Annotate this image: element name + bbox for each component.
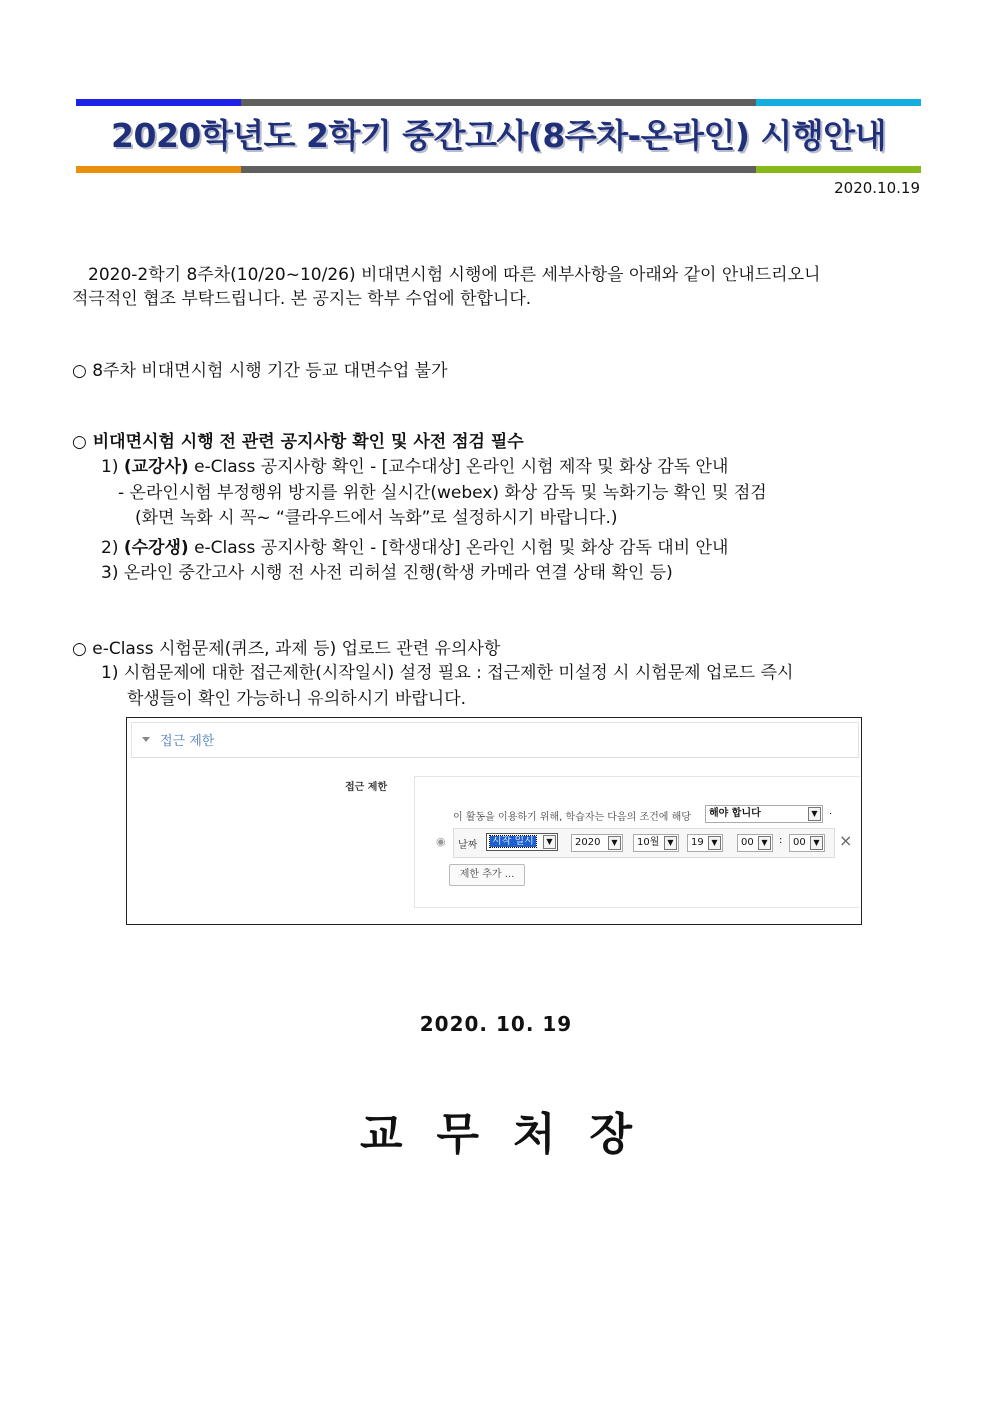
- hour-select[interactable]: [737, 834, 773, 852]
- access-restriction-screenshot: [126, 717, 862, 925]
- section2-item2-number: 2): [101, 538, 119, 558]
- section2-item2-text: e-Class 공지사항 확인 - [학생대상] 온라인 시험 및 화상 감독 대비 안내: [188, 538, 729, 558]
- date-label: 날짜: [458, 840, 478, 851]
- restriction-label: 접근 제한: [345, 782, 388, 793]
- day-select[interactable]: [687, 834, 723, 852]
- chevron-down-icon: ▼: [758, 836, 771, 850]
- year-select[interactable]: [571, 834, 623, 852]
- chevron-down-icon: ▼: [708, 836, 721, 850]
- title-bar-top-cyan: [756, 99, 921, 106]
- title-bar-bottom-gray: [241, 166, 756, 173]
- section2-item1: [101, 455, 728, 480]
- time-colon: :: [779, 835, 783, 846]
- add-restriction-button[interactable]: 제한 추가 ...: [449, 864, 525, 886]
- chevron-down-icon: ▼: [664, 836, 677, 850]
- month-select[interactable]: [633, 834, 679, 852]
- condition-select-value: 해야 합니다: [709, 808, 761, 819]
- section2-item1-text: e-Class 공지사항 확인 - [교수대상] 온라인 시험 제작 및 화상 감독 안내: [188, 457, 729, 477]
- minute-value: 00: [793, 837, 806, 848]
- collapse-triangle-icon: [142, 737, 150, 742]
- chevron-down-icon: ▼: [808, 807, 821, 821]
- document-date: 2020.10.19: [834, 179, 920, 197]
- signature: 교무처장: [359, 1109, 666, 1160]
- section3-heading: ○ e-Class 시험문제(퀴즈, 과제 등) 업로드 관련 유의사항: [72, 639, 501, 659]
- year-value: 2020: [575, 837, 601, 848]
- title-bar-top-blue: [76, 99, 241, 106]
- minute-select[interactable]: [789, 834, 825, 852]
- day-value: 19: [691, 837, 704, 848]
- eye-icon[interactable]: ◉: [436, 835, 446, 848]
- chevron-down-icon: ▼: [608, 836, 621, 850]
- condition-select[interactable]: [705, 805, 823, 823]
- title-bar-bottom-orange: [76, 166, 241, 173]
- section2-item1-role: (교강사): [123, 457, 189, 477]
- section2-item3: 3) 온라인 중간고사 시행 전 사전 리허설 진행(학생 카메라 연결 상태 확인 등): [101, 563, 673, 583]
- section1-text: ○ 8주차 비대면시험 시행 기간 등교 대면수업 불가: [72, 361, 448, 381]
- condition-text: 이 활동을 이용하기 위해, 학습자는 다음의 조건에 해당: [453, 812, 691, 823]
- document-title: 2020학년도 2학기 중간고사(8주차-온라인) 시행안내: [111, 116, 886, 155]
- footer-date: 2020. 10. 19: [419, 1012, 573, 1036]
- section2-heading: ○ 비대면시험 시행 전 관련 공지사항 확인 및 사전 점검 필수: [72, 432, 524, 452]
- section2-item1-number: 1): [101, 457, 119, 477]
- intro-line-2: 적극적인 협조 부탁드립니다. 본 공지는 학부 수업에 한합니다.: [72, 289, 532, 309]
- section3-item1-line1: 1) 시험문제에 대한 접근제한(시작일시) 설정 필요 : 접근제한 미설정 시 시험문제 업로드 즉시: [101, 663, 794, 683]
- chevron-down-icon: ▼: [543, 835, 556, 849]
- section3-item1-line2: 학생들이 확인 가능하니 유의하시기 바랍니다.: [127, 689, 467, 709]
- hour-value: 00: [741, 837, 754, 848]
- section2-item2: [101, 536, 728, 561]
- date-mode-select[interactable]: [486, 833, 558, 851]
- date-mode-value: 시작 일시: [492, 836, 534, 847]
- section2-item2-role: (수강생): [123, 538, 189, 558]
- condition-period: .: [829, 806, 833, 817]
- section2-item1-sub2: (화면 녹화 시 꼭~ “클라우드에서 녹화”로 설정하시기 바랍니다.): [135, 508, 618, 528]
- close-icon[interactable]: ×: [839, 831, 853, 850]
- title-bar-top-gray: [241, 99, 756, 106]
- restriction-section-header[interactable]: [131, 722, 859, 758]
- month-value: 10월: [637, 837, 660, 848]
- section2-item1-sub1: - 온라인시험 부정행위 방지를 위한 실시간(webex) 화상 감독 및 녹화기능 확인 및 점검: [118, 483, 767, 503]
- restriction-header-title: 접근 제한: [160, 734, 215, 749]
- chevron-down-icon: ▼: [810, 836, 823, 850]
- title-bar-bottom-green: [756, 166, 921, 173]
- intro-line-1: 2020-2학기 8주차(10/20~10/26) 비대면시험 시행에 따른 세부사항을 아래와 같이 안내드리오니: [88, 265, 821, 285]
